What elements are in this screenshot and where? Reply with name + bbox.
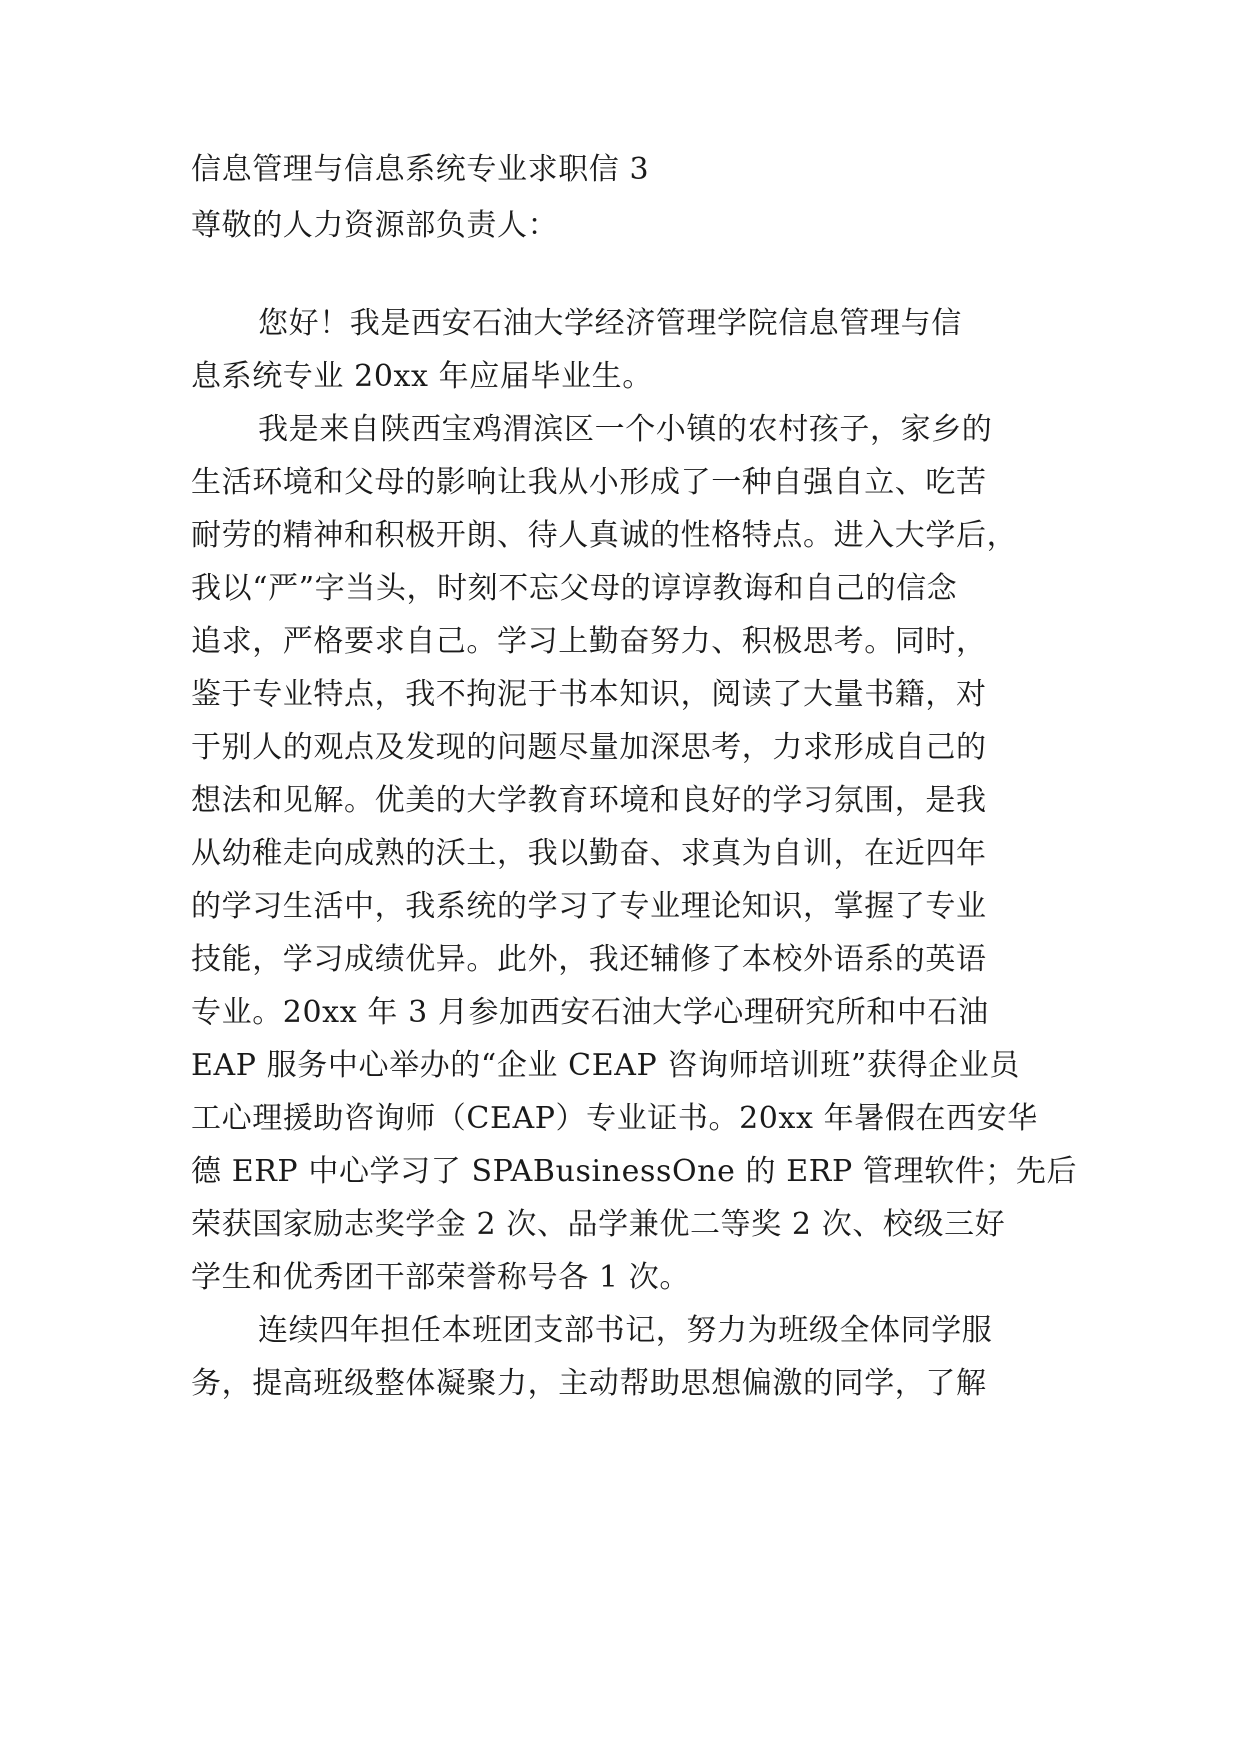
paragraph-line: 想法和见解。优美的大学教育环境和良好的学习氛围，是我: [191, 783, 987, 818]
paragraph-line: 技能，学习成绩优异。此外，我还辅修了本校外语系的英语: [191, 942, 987, 977]
paragraph-line: 工心理援助咨询师（CEAP）专业证书。20xx 年暑假在西安华: [191, 1101, 1038, 1136]
paragraph-line: 从幼稚走向成熟的沃土，我以勤奋、求真为自训，在近四年: [191, 836, 987, 871]
paragraph-line: 专业。20xx 年 3 月参加西安石油大学心理研究所和中石油: [191, 995, 989, 1030]
paragraph-line: 生活环境和父母的影响让我从小形成了一种自强自立、吃苦: [191, 465, 987, 500]
paragraph-line: 息系统专业 20xx 年应届毕业生。: [191, 359, 653, 394]
paragraph-line: 追求，严格要求自己。学习上勤奋努力、积极思考。同时，: [191, 624, 987, 659]
paragraph-line: 连续四年担任本班团支部书记，努力为班级全体同学服: [258, 1313, 993, 1348]
paragraph-line: 务，提高班级整体凝聚力，主动帮助思想偏激的同学，了解: [191, 1366, 987, 1401]
paragraph-line: 耐劳的精神和积极开朗、待人真诚的性格特点。进入大学后，: [191, 518, 1018, 553]
document-title: 信息管理与信息系统专业求职信 3: [191, 152, 650, 187]
paragraph-line: 德 ERP 中心学习了 SPABusinessOne 的 ERP 管理软件；先后: [191, 1154, 1078, 1189]
paragraph-line: 的学习生活中，我系统的学习了专业理论知识，掌握了专业: [191, 889, 987, 924]
paragraph-line: 我是来自陕西宝鸡渭滨区一个小镇的农村孩子，家乡的: [258, 412, 993, 447]
paragraph-line: 于别人的观点及发现的问题尽量加深思考，力求形成自己的: [191, 730, 987, 765]
paragraph-line: 鉴于专业特点，我不拘泥于书本知识，阅读了大量书籍，对: [191, 677, 987, 712]
paragraph-line: 我以“严”字当头，时刻不忘父母的谆谆教诲和自己的信念: [191, 571, 958, 606]
paragraph-line: 荣获国家励志奖学金 2 次、品学兼优二等奖 2 次、校级三好: [191, 1207, 1006, 1242]
paragraph-line: EAP 服务中心举办的“企业 CEAP 咨询师培训班”获得企业员: [191, 1048, 1020, 1083]
paragraph-line: 学生和优秀团干部荣誉称号各 1 次。: [191, 1260, 690, 1295]
paragraph-line: 您好！我是西安石油大学经济管理学院信息管理与信: [258, 306, 962, 341]
salutation: 尊敬的人力资源部负责人：: [191, 208, 559, 243]
